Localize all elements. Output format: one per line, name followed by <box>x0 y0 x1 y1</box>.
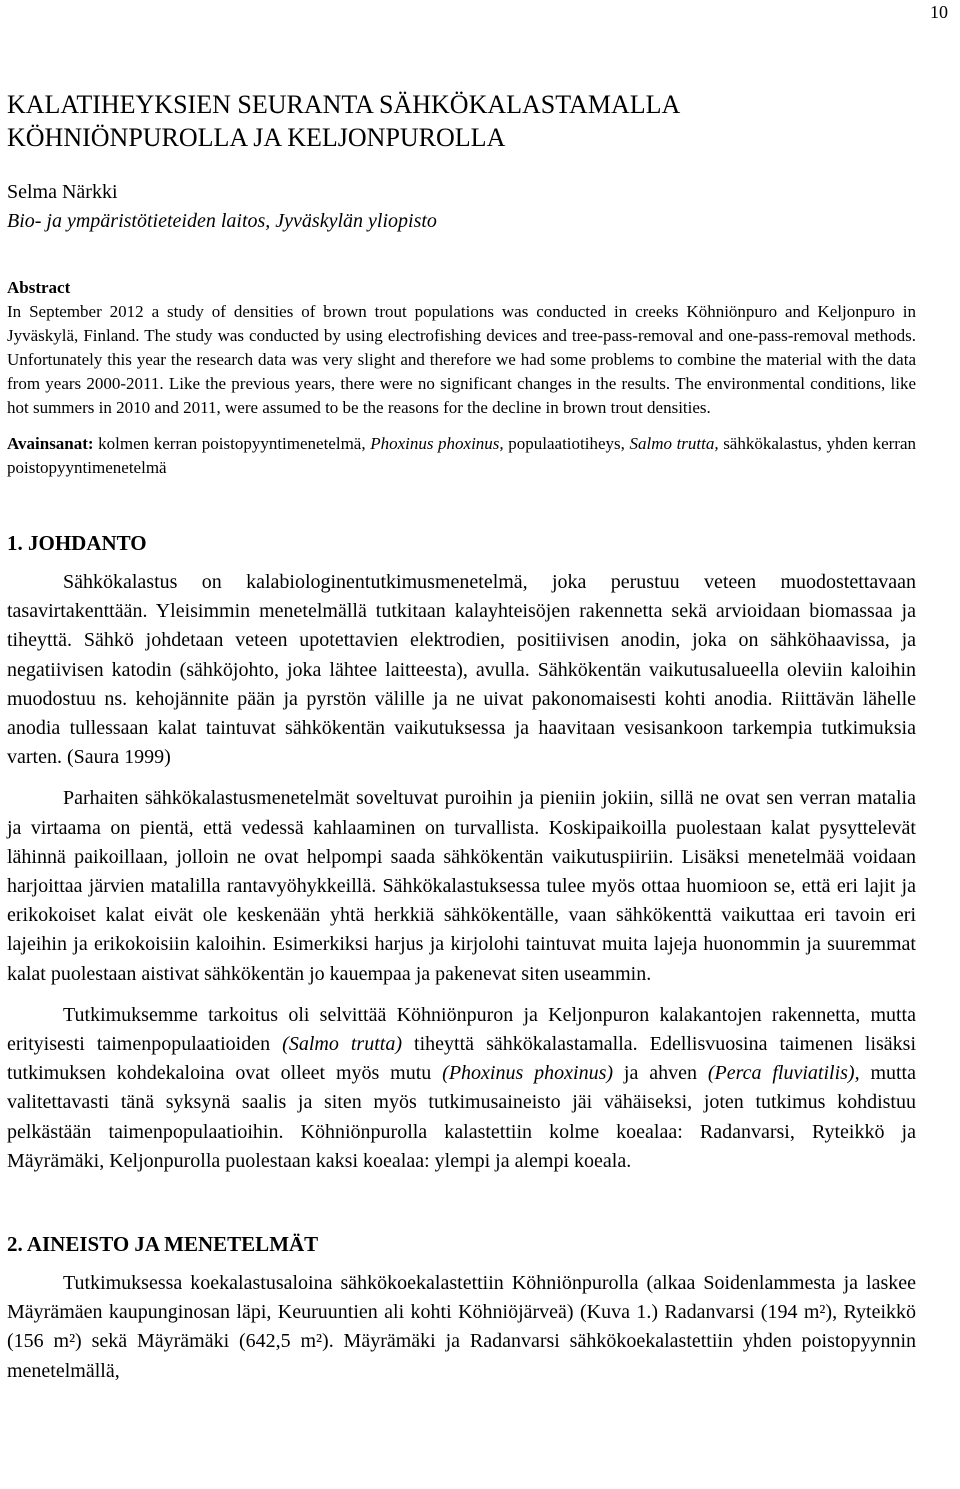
abstract-heading: Abstract <box>7 278 71 297</box>
introduction-paragraph-3 <box>7 1001 916 1176</box>
p3-text-c: tiheyttä sähkökalastamalla. Edellisvuosina taimenen lisäksi tutkimuksen kohdekaloina ovat olleet myös mutu <box>7 1033 916 1085</box>
author-affiliation: Bio- ja ympäristötieteiden laitos, Jyväskylän yliopisto <box>7 210 437 232</box>
document-body <box>7 88 916 1386</box>
keywords-species-1: Phoxinus phoxinus, <box>370 434 504 453</box>
p3-species-phoxinus: (Phoxinus phoxinus) <box>442 1062 614 1085</box>
p3-text-e: ja ahven <box>613 1062 708 1085</box>
document-title <box>7 88 916 154</box>
section-heading-introduction: 1. JOHDANTO <box>7 531 147 555</box>
author-block <box>7 178 916 236</box>
keywords-species-2: Salmo trutta, <box>629 434 719 453</box>
p3-species-salmo: (Salmo trutta) <box>282 1033 402 1056</box>
keywords-text-2: populaatiotiheys, <box>503 434 630 453</box>
abstract-text: In September 2012 a study of densities of brown trout populations was conducted in creeks Köhniönpuro and Keljonpuro in Jyväskylä, Finland. The study was conducted by using electrofishing devices and tree-pass-removal and one-pass-removal methods. Unfortunately this year the research data was very slight and therefore we had some problems to combine the material with the data from years 2000-2011. Like the previous years, there were no significant changes in the results. The environmental conditions, like hot summers in 2010 and 2011, were assumed to be the reasons for the decline in brown trout densities. <box>7 302 916 417</box>
keywords-text-3: sähkökalastus, yhden kerran poistopyyntimenetelmä <box>7 434 917 477</box>
section-heading-methods: 2. AINEISTO JA MENETELMÄT <box>7 1232 319 1257</box>
introduction-paragraph-1: Sähkökalastus on kalabiologinentutkimusmenetelmä, joka perustuu veteen muodostettavaan tasavirtakenttään. Yleisimmin menetelmällä tutkitaan kalayhteisöjen rakennetta sekä arvioidaan biomassaa ja tiheyttä. Sähkö johdetaan veteen upotettavien elektrodien, positiivisen anodin, joka on sähköhaavissa, ja negatiivisen katodin (sähköjohto, joka lähtee laitteesta), avulla. Sähkökentän vaikutusalueella oleviin kaloihin muodostuu ns. kehojännite pään ja pyrstön välille ja ne uivat pakonomaisesti kohti anodia. Riittävän lähelle anodia tullessaan kalat taintuvat sähkökentän vaikutuksessa ja haavitaan vesisankoon tarkempia tutkimuksia varten. (Saura 1999) <box>7 571 916 769</box>
title-line-1: KALATIHEYKSIEN SEURANTA SÄHKÖKALASTAMALLA <box>7 90 681 119</box>
page-number: 10 <box>930 2 948 22</box>
keywords <box>7 432 916 480</box>
abstract <box>7 276 916 420</box>
introduction-paragraph-2: Parhaiten sähkökalastusmenetelmät soveltuvat puroihin ja pieniin jokiin, sillä ne ovat sen verran matalia ja virtaama on pientä, että vedessä kahlaaminen on turvallista. Koskipaikoilla puolestaan kalat pysyttelevät lähinnä paikoillaan, jolloin ne ovat helpompi saada sähkökentän vaikutuspiiriin. Lisäksi menetelmää voidaan harjoittaa järvien matalilla rantavyöhykkeillä. Sähkökalastuksessa tulee myös ottaa huomioon se, että eri lajit ja erikokoiset kalat eivät ole keskenään yhtä herkkiä sähkökentälle, vaan sähkökenttä vaikuttaa eri tavoin eri lajeihin ja erikokoisiin kaloihin. Esimerkiksi harjus ja kirjolohi taintuvat muita lajeja huonommin ja suuremmat kalat puolestaan aistivat sähkökentän jo kauempaa ja pakenevat siten useammin. <box>7 787 916 985</box>
p3-text-a: Tutkimuksemme tarkoitus oli selvittää Köhniönpuron ja Keljonpuron kalakantojen rakennetta, mutta erityisesti taimenpopulaatioiden <box>7 1003 916 1056</box>
keywords-text-1: kolmen kerran poistopyyntimenetelmä, <box>93 434 371 453</box>
p3-species-perca: (Perca fluviatilis), <box>707 1062 860 1085</box>
author-name: Selma Närkki <box>7 181 118 203</box>
methods-paragraph-1: Tutkimuksessa koekalastusaloina sähkökoekalastettiin Köhniönpurolla (alkaa Soidenlammesta ja laskee Mäyrämäen kaupunginosan läpi, Keuruuntien ali kohti Köhniöjärveä) (Kuva 1.) Radanvarsi (194 m²), Ryteikkö (156 m²) sekä Mäyrämäki (642,5 m²). Mäyrämäki ja Radanvarsi sähkökoekalastettiin yhden poistopyynnin menetelmällä, <box>7 1272 916 1382</box>
p3-text-g: mutta valitettavasti tänä syksynä saalis ja siten myös tutkimusaineisto jäi vähäiseksi, joten tutkimus kohdistuu pelkästään taimenpopulaatioihin. Köhniönpurolla kalastettiin kolme koealaa: Radanvarsi, Ryteikkö ja Mäyrämäki, Keljonpurolla puolestaan kaksi koealaa: ylempi ja alempi koeala. <box>7 1062 916 1172</box>
keywords-label: Avainsanat: <box>7 434 94 453</box>
title-line-2: KÖHNIÖNPUROLLA JA KELJONPUROLLA <box>7 123 506 152</box>
